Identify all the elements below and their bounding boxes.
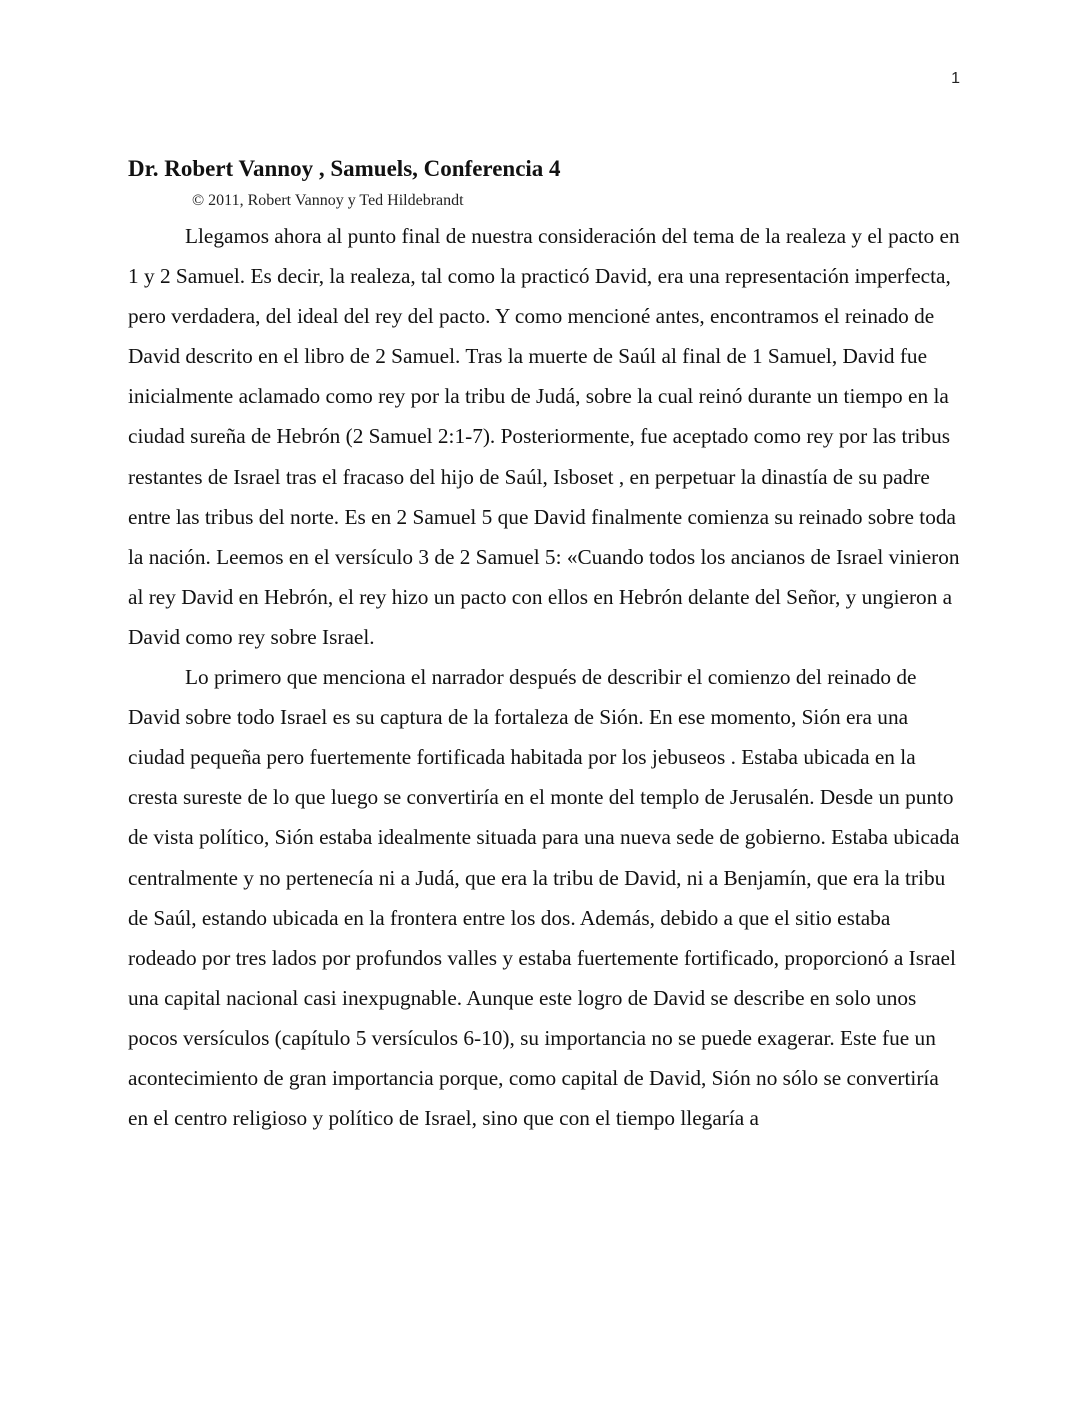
paragraph-1: Llegamos ahora al punto final de nuestra consideración del tema de la realeza y el pacto en 1 y 2 Samuel. Es decir, la realeza, tal como la practicó David, era una representación imperfecta, pero verdadera, del ideal del rey del pacto. Y como mencioné antes, encontramos el reinado de David descrito en el libro de 2 Samuel. Tras la muerte de Saúl al final de 1 Samuel, David fue inicialmente aclamado como rey por la tribu de Judá, sobre la cual reinó durante un tiempo en la ciudad sureña de Hebrón (2 Samuel 2:1-7). Posteriormente, fue aceptado como rey por las tribus restantes de Israel tras el fracaso del hijo de Saúl, Isboset , en perpetuar la dinastía de su padre entre las tribus del norte. Es en 2 Samuel 5 que David finalmente comienza su reinado sobre toda la nación. Leemos en el versículo 3 de 2 Samuel 5: «Cuando todos los ancianos de Israel vinieron al rey David en Hebrón, el rey hizo un pacto con ellos en Hebrón delante del Señor, y ungieron a David como rey sobre Israel. — [128, 224, 960, 649]
document-body — [128, 152, 964, 1138]
page-number: 1 — [951, 70, 960, 87]
document-title: Dr. Robert Vannoy , Samuels, Conferencia 4 — [128, 156, 561, 181]
paragraph-2: Lo primero que menciona el narrador después de describir el comienzo del reinado de David sobre todo Israel es su captura de la fortaleza de Sión. En ese momento, Sión era una ciudad pequeña pero fuertemente fortificada habitada por los jebuseos . Estaba ubicada en la cresta sureste de lo que luego se convertiría en el monte del templo de Jerusalén. Desde un punto de vista político, Sión estaba idealmente situada para una nueva sede de gobierno. Estaba ubicada centralmente y no pertenecía ni a Judá, que era la tribu de David, ni a Benjamín, que era la tribu de Saúl, estando ubicada en la frontera entre los dos. Además, debido a que el sitio estaba rodeado por tres lados por profundos valles y estaba fuertemente fortificado, proporcionó a Israel una capital nacional casi inexpugnable. Aunque este logro de David se describe en solo unos pocos versículos (capítulo 5 versículos 6-10), su importancia no se puede exagerar. Este fue un acontecimiento de gran importancia porque, como capital de David, Sión no sólo se convertiría en el centro religioso y político de Israel, sino que con el tiempo llegaría a — [128, 665, 960, 1131]
copyright-line: © 2011, Robert Vannoy y Ted Hildebrandt — [192, 192, 464, 209]
